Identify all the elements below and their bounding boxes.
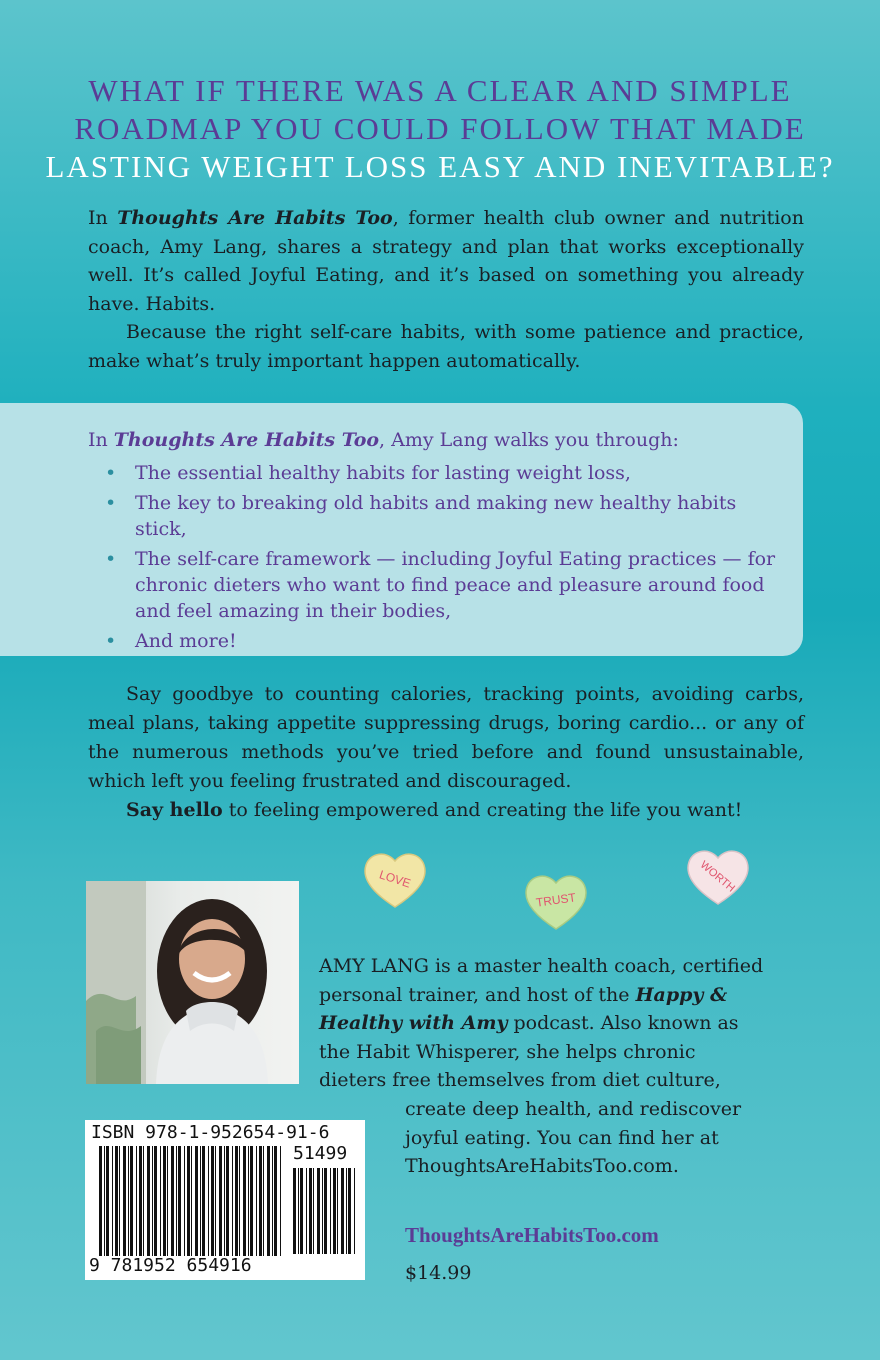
- panel-lead-prefix: In: [88, 429, 114, 451]
- barcode-bar: [354, 1168, 355, 1254]
- barcode-bar: [219, 1146, 222, 1256]
- author-name: AMY LANG: [319, 955, 429, 977]
- barcode-bar: [215, 1146, 216, 1256]
- bio-line: joyful eating. You can find her at: [405, 1126, 719, 1149]
- closing-text: [88, 680, 804, 825]
- heart-label: WORTH: [697, 858, 738, 895]
- podcast-name-part-2: Healthy with Amy: [319, 1012, 508, 1035]
- barcode-bar: [348, 1168, 351, 1254]
- barcode-bar: [154, 1146, 157, 1256]
- candy-heart-worth-icon: [682, 840, 754, 910]
- closing-paragraph-2: [88, 796, 804, 825]
- heart-label: LOVE: [377, 867, 413, 891]
- barcode-bar: [322, 1168, 323, 1254]
- bio-line: the Habit Whisperer, she helps chronic: [319, 1040, 696, 1063]
- barcode-bar: [106, 1146, 109, 1256]
- barcode-bar: [195, 1146, 198, 1256]
- barcode-bar: [147, 1146, 150, 1256]
- barcode-bar: [248, 1146, 249, 1256]
- barcode-bar: [250, 1146, 253, 1256]
- barcode-bar: [346, 1168, 347, 1254]
- author-photo: [86, 881, 299, 1084]
- website-link[interactable]: ThoughtsAreHabitsToo.com: [405, 1223, 659, 1247]
- barcode-bar: [259, 1146, 262, 1256]
- barcode-bar: [119, 1146, 120, 1256]
- barcode-bar: [123, 1146, 126, 1256]
- heart-label: TRUST: [535, 890, 577, 910]
- barcode-bar: [136, 1146, 137, 1256]
- headline-line-2: ROADMAP YOU COULD FOLLOW THAT MADE: [74, 111, 806, 146]
- barcode-bar: [309, 1168, 312, 1254]
- isbn-number: ISBN 978-1-952654-91-6: [91, 1122, 330, 1143]
- barcode-bar: [167, 1146, 168, 1256]
- barcode-bar: [324, 1168, 327, 1254]
- barcode-bar: [187, 1146, 190, 1256]
- ean-number: 9 781952 654916: [89, 1255, 252, 1276]
- barcode-bar: [274, 1146, 277, 1256]
- bio-line: create deep health, and rediscover: [405, 1097, 742, 1120]
- barcode-bar: [226, 1146, 229, 1256]
- say-hello: Say hello: [126, 799, 223, 821]
- barcode-bar: [200, 1146, 201, 1256]
- bio-line: [319, 981, 803, 1010]
- walkthrough-list: [88, 460, 778, 658]
- barcode-bars: [99, 1146, 285, 1256]
- bio-line: [319, 952, 803, 981]
- list-item: • The key to breaking old habits and making new healthy habits stick,: [88, 490, 778, 542]
- bio-line: [319, 1009, 803, 1038]
- barcode-bar: [176, 1146, 177, 1256]
- barcode-bar: [211, 1146, 214, 1256]
- closing-paragraph-1: Say goodbye to counting calories, tracking points, avoiding carbs, meal plans, taking appetite suppressing drugs, boring cardio... or any of the numerous methods you’ve tried before and found unsustainable, which left you feeling frustrated and discouraged.: [88, 683, 804, 792]
- barcode-bar: [333, 1168, 336, 1254]
- barcode-bar: [112, 1146, 113, 1256]
- bio-line: ThoughtsAreHabitsToo.com.: [405, 1155, 679, 1178]
- intro-text: [88, 204, 804, 375]
- barcode-bar: [256, 1146, 257, 1256]
- bio-text: personal trainer, and host of the: [319, 983, 636, 1006]
- barcode-bar: [224, 1146, 225, 1256]
- barcode-bar: [272, 1146, 273, 1256]
- bio-line: dieters free themselves from diet culture,: [319, 1069, 721, 1092]
- bio-text: is a master health coach, certified: [428, 955, 764, 977]
- panel-lead: [88, 429, 679, 451]
- barcode-bar: [341, 1168, 344, 1254]
- list-item: • The essential healthy habits for lasting weight loss,: [88, 460, 778, 486]
- barcode-bar: [239, 1146, 240, 1256]
- barcode-bar: [243, 1146, 246, 1256]
- panel-lead-rest: , Amy Lang walks you through:: [379, 429, 679, 451]
- barcode-bar: [99, 1146, 102, 1256]
- barcode-bar: [313, 1168, 314, 1254]
- barcode-bar: [178, 1146, 181, 1256]
- barcode-bar: [293, 1168, 296, 1254]
- price: $14.99: [405, 1262, 472, 1284]
- bio-text: podcast. Also known as: [507, 1012, 739, 1035]
- barcode-bar: [184, 1146, 185, 1256]
- candy-heart-trust-icon: [520, 867, 592, 933]
- closing-rest: to feeling empowered and creating the life you want!: [222, 799, 743, 821]
- walkthrough-panel: [0, 403, 803, 656]
- barcode-bar: [202, 1146, 205, 1256]
- intro-prefix: In: [88, 207, 118, 229]
- barcode-bar: [298, 1168, 299, 1254]
- barcode-bar: [208, 1146, 209, 1256]
- barcode-bar: [263, 1146, 264, 1256]
- barcode-bar: [163, 1146, 166, 1256]
- headline-line-3: LASTING WEIGHT LOSS EASY AND INEVITABLE?: [45, 149, 835, 184]
- candy-heart-love-icon: [360, 845, 430, 911]
- author-bio: [319, 952, 803, 1181]
- barcode-bar: [300, 1168, 303, 1254]
- list-item: • And more!: [88, 628, 778, 654]
- barcode-bar: [130, 1146, 133, 1256]
- barcode-bar: [128, 1146, 129, 1256]
- barcode-bar: [171, 1146, 174, 1256]
- barcode-bar: [160, 1146, 161, 1256]
- isbn-barcode: [85, 1120, 365, 1280]
- headline-line-1: WHAT IF THERE WAS A CLEAR AND SIMPLE: [88, 73, 792, 108]
- barcode-bar: [143, 1146, 144, 1256]
- panel-book-title: Thoughts Are Habits Too: [113, 429, 380, 451]
- barcode-bar: [306, 1168, 307, 1254]
- barcode-bar: [115, 1146, 118, 1256]
- intro-body: , former health club owner and nutrition coach, Amy Lang, shares a strategy and plan that works exceptionally well. It’s called Joyful Eating, and it’s based on something you already have. Habits.: [88, 207, 804, 315]
- barcode-bar: [337, 1168, 338, 1254]
- intro-paragraph-1: [88, 204, 804, 318]
- barcode-addon-bars: [293, 1168, 357, 1274]
- barcode-bar: [330, 1168, 331, 1254]
- barcode-addon-number: 51499: [293, 1143, 348, 1164]
- headline: [0, 72, 880, 186]
- book-title: Thoughts Are Habits Too: [117, 207, 393, 229]
- barcode-bar: [152, 1146, 153, 1256]
- barcode-bar: [139, 1146, 142, 1256]
- barcode-bar: [232, 1146, 233, 1256]
- list-item: • The self-care framework — including Joyful Eating practices — for chronic dieters who want to find peace and pleasure around food and feel amazing in their bodies,: [88, 546, 778, 624]
- barcode-bar: [235, 1146, 238, 1256]
- barcode-bar: [317, 1168, 320, 1254]
- podcast-name-part-1: Happy &: [635, 983, 728, 1006]
- barcode-bar: [280, 1146, 281, 1256]
- barcode-bar: [191, 1146, 192, 1256]
- barcode-bar: [104, 1146, 105, 1256]
- barcode-bar: [267, 1146, 270, 1256]
- intro-paragraph-2: Because the right self-care habits, with some patience and practice, make what’s truly important happen automatically.: [88, 321, 804, 372]
